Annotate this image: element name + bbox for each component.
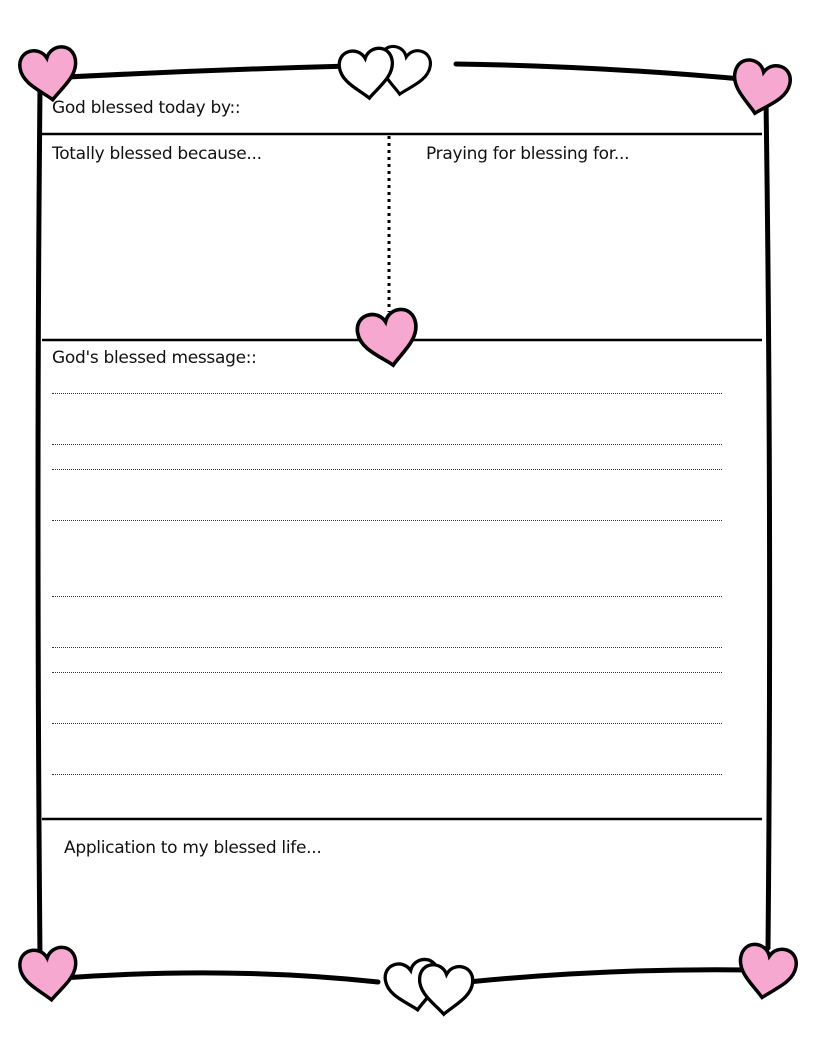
blessed-today-label: God blessed today by:: <box>52 98 241 118</box>
double-heart-icon-bottom <box>383 957 474 1016</box>
pink-heart-icon-top-left <box>18 45 81 103</box>
pink-heart-icon-top-right <box>728 57 793 119</box>
right-border <box>766 100 770 948</box>
message-label: God's blessed message:: <box>52 348 257 368</box>
left-border <box>38 88 40 960</box>
totally-blessed-write-area[interactable] <box>48 170 378 320</box>
message-write-line[interactable] <box>52 647 722 648</box>
message-write-line[interactable] <box>52 444 722 445</box>
message-write-line[interactable] <box>52 774 722 775</box>
bottom-border-left <box>62 973 378 982</box>
praying-for-write-area[interactable] <box>400 170 756 330</box>
totally-blessed-label: Totally blessed because... <box>52 144 262 164</box>
message-write-line[interactable] <box>52 520 722 521</box>
pink-heart-icon-bottom-left <box>18 946 79 1003</box>
top-border-left <box>48 66 350 78</box>
praying-for-label: Praying for blessing for... <box>426 144 630 164</box>
message-write-line[interactable] <box>52 723 722 724</box>
bottom-border-right <box>468 970 750 982</box>
double-heart-icon-top <box>338 44 433 101</box>
message-write-line[interactable] <box>52 672 722 673</box>
message-write-line[interactable] <box>52 393 722 394</box>
application-write-area[interactable] <box>48 862 758 942</box>
message-write-line[interactable] <box>52 469 722 470</box>
blessed-today-write-area[interactable] <box>48 122 758 134</box>
top-border-right <box>456 64 752 80</box>
pink-heart-icon-bottom-right <box>735 942 799 1002</box>
message-write-line[interactable] <box>52 596 722 597</box>
application-label: Application to my blessed life... <box>64 838 322 858</box>
